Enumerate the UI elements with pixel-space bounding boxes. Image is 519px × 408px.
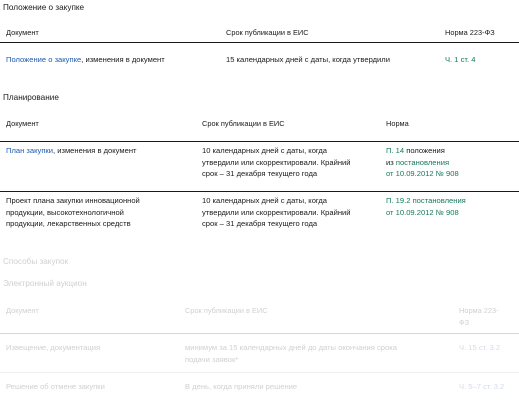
table-row-norm[interactable]	[386, 195, 466, 218]
norm-link[interactable]: Ч. 15 ст. 3.2	[459, 343, 501, 352]
norm-link[interactable]: П. 14	[386, 146, 405, 155]
table-row-doc: План закупки, изменения в документ	[6, 146, 137, 155]
table-row-doc: Решение об отмене закупки	[6, 382, 105, 391]
table-row-term: минимум за 15 календарных дней до даты окончания срока подачи заявок*	[185, 343, 397, 364]
col-header-document: Документ	[6, 28, 39, 37]
table-row-doc: Проект плана закупки инновационной продукции, высокотехнологичной продукции, лекарственных средств	[6, 196, 140, 229]
col-header-norm: Норма 223- ФЗ	[459, 306, 499, 327]
regulation-link[interactable]: Положение о закупке	[6, 55, 82, 64]
section-title-regulation: Положение о закупке	[3, 3, 85, 12]
col-header-term: Срок публикации в ЕИС	[185, 306, 268, 315]
col-header-norm: Норма	[386, 119, 409, 128]
purchase-plan-link[interactable]: План закупки	[6, 146, 54, 155]
table-row-doc: Извещение, документация	[6, 343, 101, 352]
col-header-document: Документ	[6, 119, 39, 128]
col-header-norm: Норма 223-ФЗ	[445, 28, 495, 37]
table-row-term: 15 календарных дней с даты, когда утвердили	[226, 55, 390, 64]
section-title-methods: Способы закупок	[3, 257, 69, 266]
decree-link[interactable]: от 10.09.2012 № 908	[386, 207, 459, 217]
table-header-rule	[0, 333, 519, 334]
table-header-rule	[0, 141, 519, 142]
table-row-term: 10 календарных дней с даты, когда утвердили или скорректировали. Крайний срок – 31 декабря текущего года	[202, 146, 351, 179]
table-row-doc: Положение о закупке, изменения в документ	[6, 55, 165, 64]
col-header-document: Документ	[6, 306, 39, 315]
table-row-norm: П. 14 положения из постановления от 10.09.2012 № 908	[386, 146, 459, 179]
col-header-term: Срок публикации в ЕИС	[202, 119, 285, 128]
table-row-term: В день, когда приняли решение	[185, 382, 298, 391]
decree-link[interactable]: постановления	[395, 157, 450, 167]
norm-link[interactable]: П. 19.2 постановления	[386, 196, 466, 205]
table-header-rule	[0, 42, 519, 43]
col-header-term: Срок публикации в ЕИС	[226, 28, 309, 37]
table-row-term: 10 календарных дней с даты, когда утвердили или скорректировали. Крайний срок – 31 декабря текущего года	[202, 196, 351, 229]
table-row-divider	[0, 372, 519, 373]
decree-link[interactable]: от 10.09.2012 № 908	[386, 169, 459, 179]
norm-link[interactable]: Ч. 1 ст. 4	[445, 55, 476, 64]
norm-link[interactable]: Ч. 5–7 ст. 3.2	[459, 382, 505, 391]
table-row-divider	[0, 191, 519, 192]
section-title-planning: Планирование	[3, 93, 59, 102]
section-subtitle-auction: Электронный аукцион	[3, 279, 87, 288]
